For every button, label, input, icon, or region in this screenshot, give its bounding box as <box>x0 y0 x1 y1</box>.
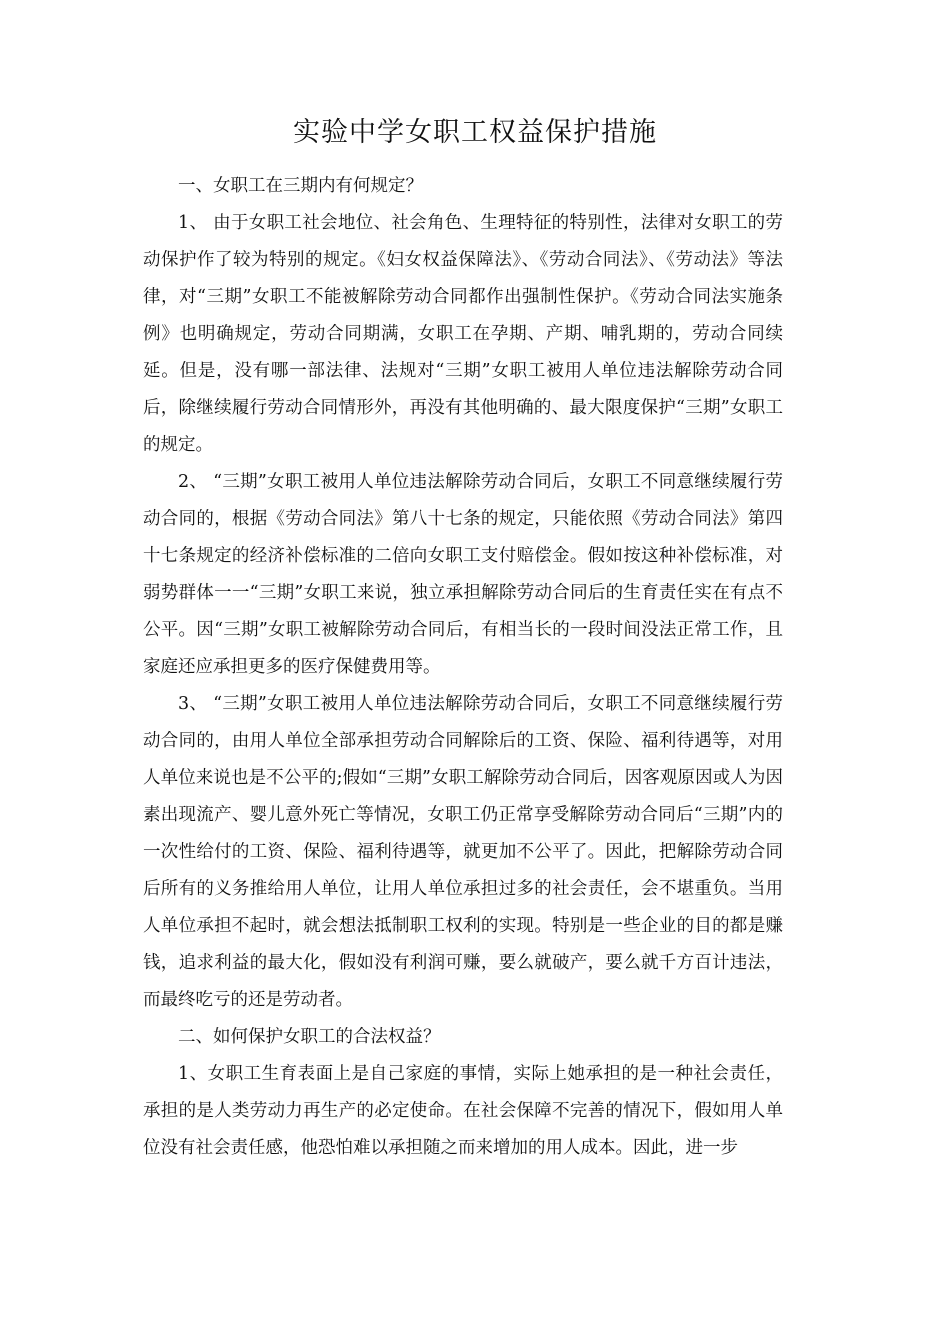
section-heading-1: 一、女职工在三期内有何规定？ <box>178 176 423 196</box>
section-heading-2: 二、如何保护女职工的合法权益？ <box>178 1027 441 1047</box>
document-body <box>143 168 783 1167</box>
paragraph-1-1: 1、 由于女职工社会地位、社会角色、生理特征的特别性，法律对女职工的劳动保护作了较为特别的规定。《妇女权益保障法》、《劳动合同法》、《劳动法》等法律，对“三期”女职工不能被解除劳动合同都作出强制性保护。《劳动合同法实施条例》也明确规定，劳动合同期满，女职工在孕期、产期、哺乳期的，劳动合同续延。但是，没有哪一部法律、法规对“三期”女职工被用人单位违法解除劳动合同后，除继续履行劳动合同情形外，再没有其他明确的、最大限度保护“三期”女职工的规定。 <box>143 213 783 455</box>
paragraph-1-2: 2、 “三期”女职工被用人单位违法解除劳动合同后，女职工不同意继续履行劳动合同的，根据《劳动合同法》第八十七条的规定，只能依照《劳动合同法》第四十七条规定的经济补偿标准的二倍向女职工支付赔偿金。假如按这种补偿标准，对弱势群体一一“三期”女职工来说，独立承担解除劳动合同后的生育责任实在有点不公平。因“三期”女职工被解除劳动合同后，有相当长的一段时间没法正常工作，且家庭还应承担更多的医疗保健费用等。 <box>143 472 783 677</box>
paragraph-1-3: 3、 “三期”女职工被用人单位违法解除劳动合同后，女职工不同意继续履行劳动合同的，由用人单位全部承担劳动合同解除后的工资、保险、福利待遇等，对用人单位来说也是不公平的;假如“三期”女职工解除劳动合同后，因客观原因或人为因素出现流产、婴儿意外死亡等情况，女职工仍正常享受解除劳动合同后“三期”内的一次性给付的工资、保险、福利待遇等，就更加不公平了。因此，把解除劳动合同后所有的义务推给用人单位，让用人单位承担过多的社会责任，会不堪重负。当用人单位承担不起时，就会想法抵制职工权利的实现。特别是一些企业的目的都是赚钱，追求利益的最大化，假如没有利润可赚，要么就破产，要么就千方百计违法，而最终吃亏的还是劳动者。 <box>143 694 783 1010</box>
document-title: 实验中学女职工权益保护措施 <box>293 117 657 148</box>
paragraph-2-1: 1、女职工生育表面上是自己家庭的事情，实际上她承担的是一种社会责任，承担的是人类劳动力再生产的必定使命。在社会保障不完善的情况下，假如用人单位没有社会责任感，他恐怕难以承担随之而来增加的用人成本。因此，进一步 <box>143 1064 783 1158</box>
